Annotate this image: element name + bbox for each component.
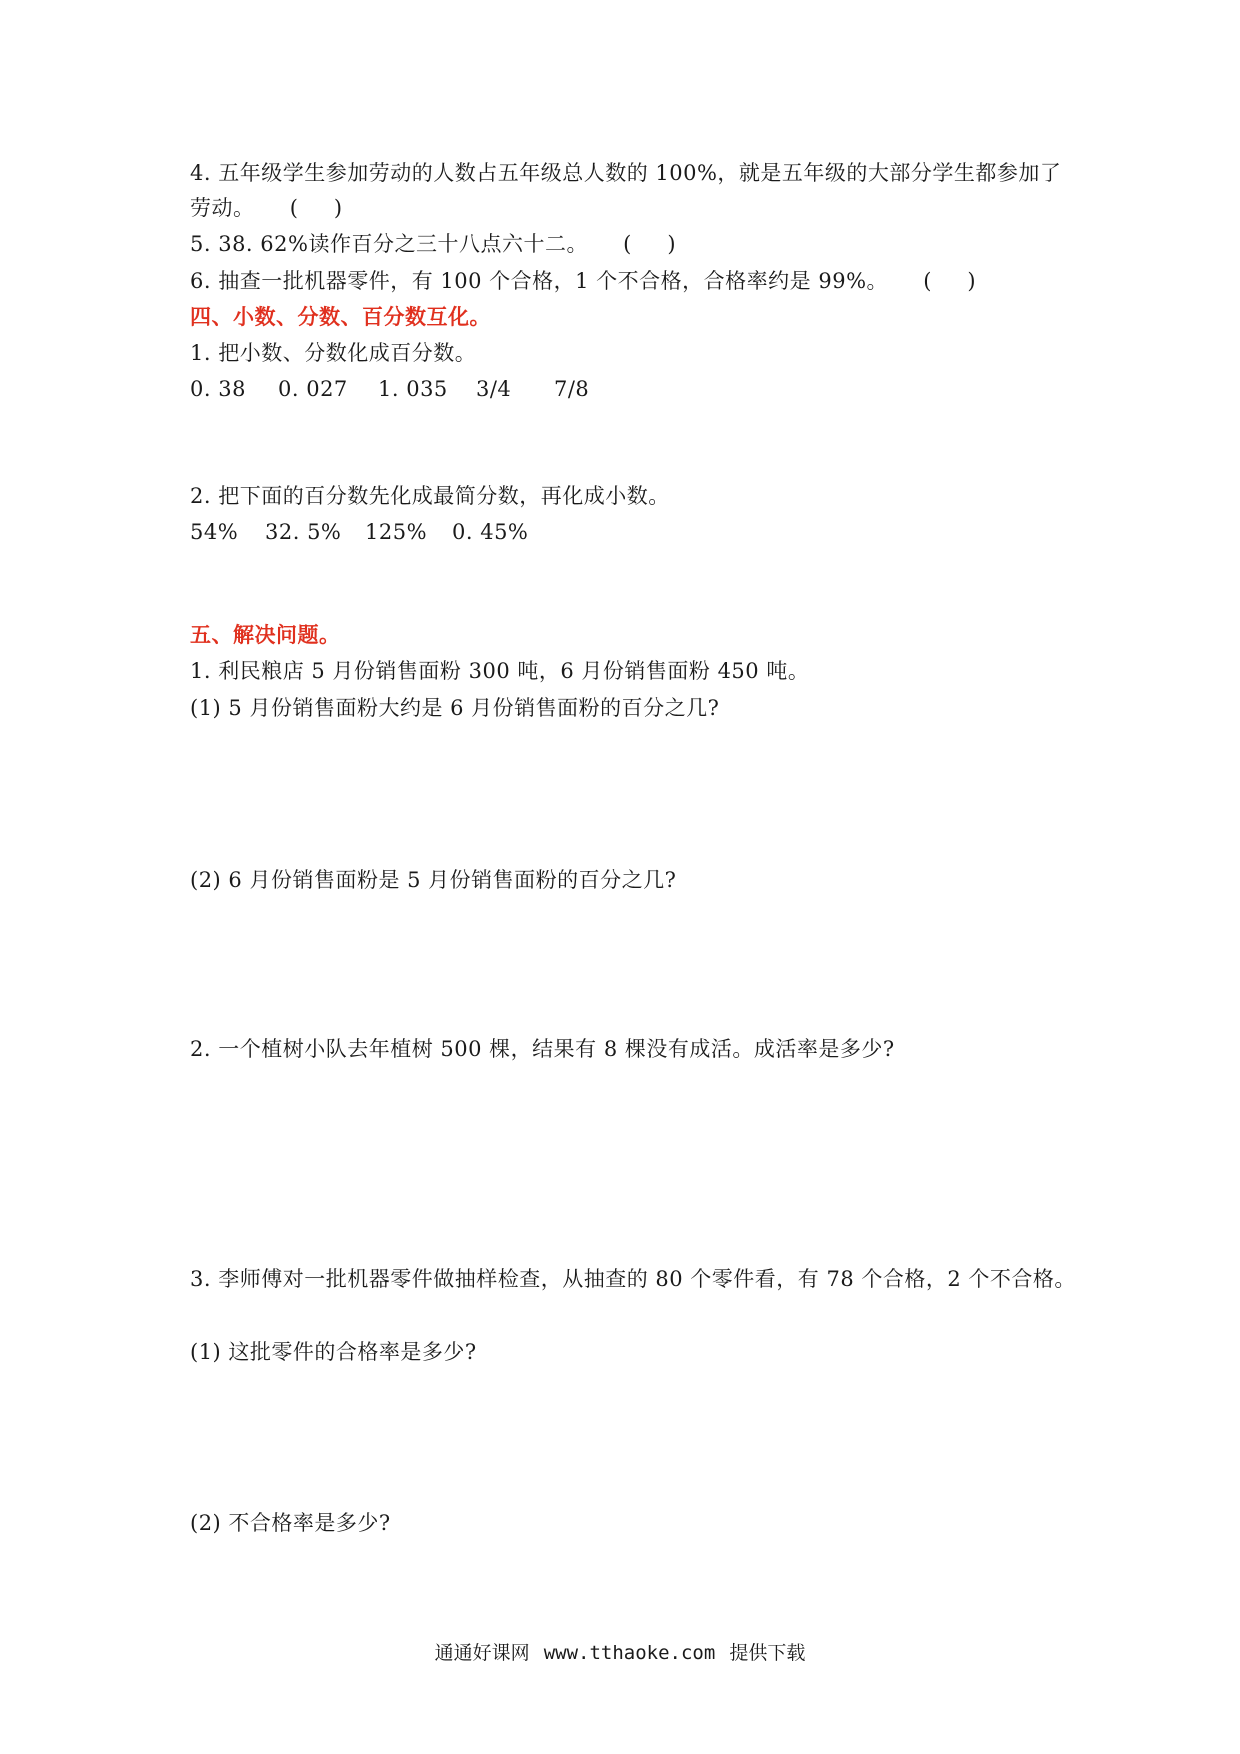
section-4-question-2-items	[190, 517, 528, 547]
question-5	[190, 229, 676, 259]
number-item: 7/8	[554, 377, 590, 401]
section-5-question-2: 2. 一个植树小队去年植树 500 棵，结果有 8 棵没有成活。成活率是多少?	[190, 1037, 895, 1061]
answer-parentheses: ( )	[623, 232, 676, 256]
question-4-line-2	[190, 193, 342, 223]
section-5-title: 五、解决问题。	[190, 623, 341, 647]
section-4-question-1-items	[190, 374, 589, 404]
section-5-question-3-part-1: (1) 这批零件的合格率是多少?	[190, 1340, 477, 1364]
question-5-text: 5. 38. 62%读作百分之三十八点六十二。	[190, 232, 588, 256]
number-item: 0. 38	[190, 377, 246, 401]
section-5-question-3-part-2: (2) 不合格率是多少?	[190, 1511, 391, 1535]
percent-item: 125%	[365, 520, 428, 544]
percent-item: 32. 5%	[265, 520, 342, 544]
percent-item: 54%	[190, 520, 239, 544]
section-5-question-3: 3. 李师傅对一批机器零件做抽样检查，从抽查的 80 个零件看，有 78 个合格，2 个不合格。	[190, 1267, 1076, 1291]
section-5-question-1-part-1: (1) 5 月份销售面粉大约是 6 月份销售面粉的百分之几?	[190, 696, 720, 720]
question-6-text: 6. 抽查一批机器零件，有 100 个合格，1 个不合格，合格率约是 99%。	[190, 269, 889, 293]
question-6	[190, 266, 976, 296]
footer-url: www.tthaoke.com	[543, 1642, 716, 1664]
number-item: 0. 027	[278, 377, 348, 401]
section-4-question-2: 2. 把下面的百分数先化成最简分数，再化成小数。	[190, 484, 670, 508]
section-4-question-1: 1. 把小数、分数化成百分数。	[190, 341, 477, 365]
question-4-text-end: 劳动。	[190, 196, 255, 220]
answer-parentheses: ( )	[923, 269, 976, 293]
footer-site-name: 通通好课网	[434, 1642, 530, 1664]
section-5-question-1: 1. 利民粮店 5 月份销售面粉 300 吨，6 月份销售面粉 450 吨。	[190, 659, 810, 683]
percent-item: 0. 45%	[452, 520, 529, 544]
section-5-question-1-part-2: (2) 6 月份销售面粉是 5 月份销售面粉的百分之几?	[190, 868, 677, 892]
answer-parentheses: ( )	[289, 196, 343, 220]
footer-suffix: 提供下载	[729, 1642, 806, 1664]
question-4-line-1	[190, 158, 1061, 188]
number-item: 3/4	[476, 377, 512, 401]
question-4-text: 4. 五年级学生参加劳动的人数占五年级总人数的 100%，就是五年级的大部分学生都参加了	[190, 161, 1062, 185]
page-footer	[0, 1638, 1240, 1665]
number-item: 1. 035	[378, 377, 448, 401]
section-4-title: 四、小数、分数、百分数互化。	[190, 305, 491, 329]
